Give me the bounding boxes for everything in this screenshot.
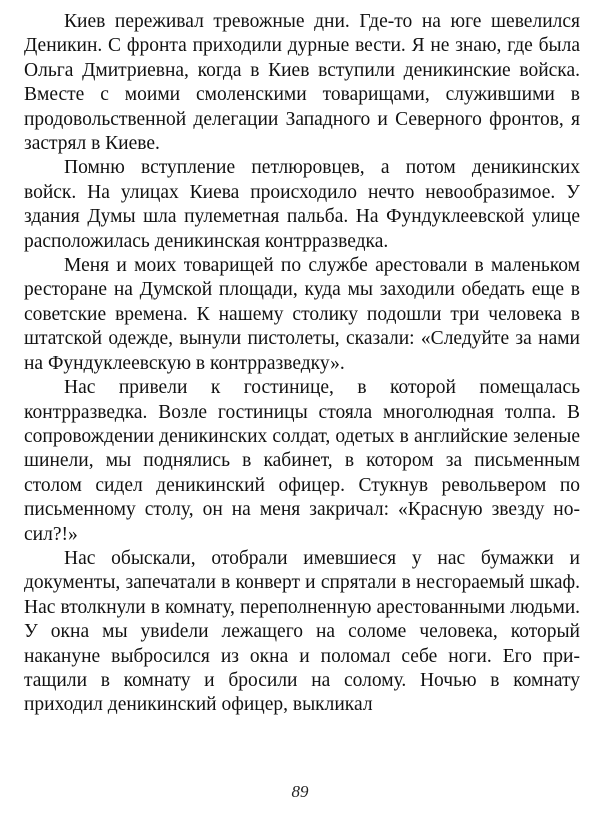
paragraph-3: Меня и моих товарищей по службе арестовали в маленьком ресторане на Думской площади, куда мы заходили обедать еще в советские времена. К нашему столику подошли три человека в штатской одежде, вынули пистолеты, сказали: «Следуйте за нами на Фундуклеевскую в контрразведку». [24,255,580,374]
page-number: 89 [291,782,309,801]
paragraph-5: Нас обыскали, отобрали имевшиеся у нас бумажки и документы, запечатали в конверт и спрятали в несгораемый шкаф. Нас втолкнули в комнату, переполненную арестованными людьми. У окна мы увиdели лежащего на соломе человека, который накануне выбросился из окна и поломал себе ноги. Его притащили в комнату и бросили на солому. Ночью в комнату приходил деникинский офицер, выкликал [24,547,580,716]
page-body [24,10,580,718]
paragraph-2: Помню вступление петлюровцев, а потом деникинских войск. На улицах Киева происходило нечто невообразимое. У здания Думы шла пулеметная пальба. На Фундуклеевской улице расположилась деникинская контрразведка. [24,157,580,252]
paragraph-4: Нас привели к гостинице, в которой помещалась контрразведка. Возле гостиницы стояла многолюдная толпа. В сопровождении деникинских солдат, одетых в английские зеленые шинели, мы поднялись в кабинет, в котором за письменным столом сидел деникинский офицер. Стукнув револьвером по письменному столу, он на меня закричал: «Красную звезду носил?!» [24,377,580,545]
paragraph-1: Киев переживал тревожные дни. Где-то на юге шевелился Деникин. С фронта приходили дурные вести. Я не знаю, где была Ольга Дмитриевна, когда в Киев вступили деникинские войска. Вместе с моими смоленскими товарищами, служившими в продовольственной делегации Западного и Северного фронтов, я застрял в Киеве. [24,11,580,155]
